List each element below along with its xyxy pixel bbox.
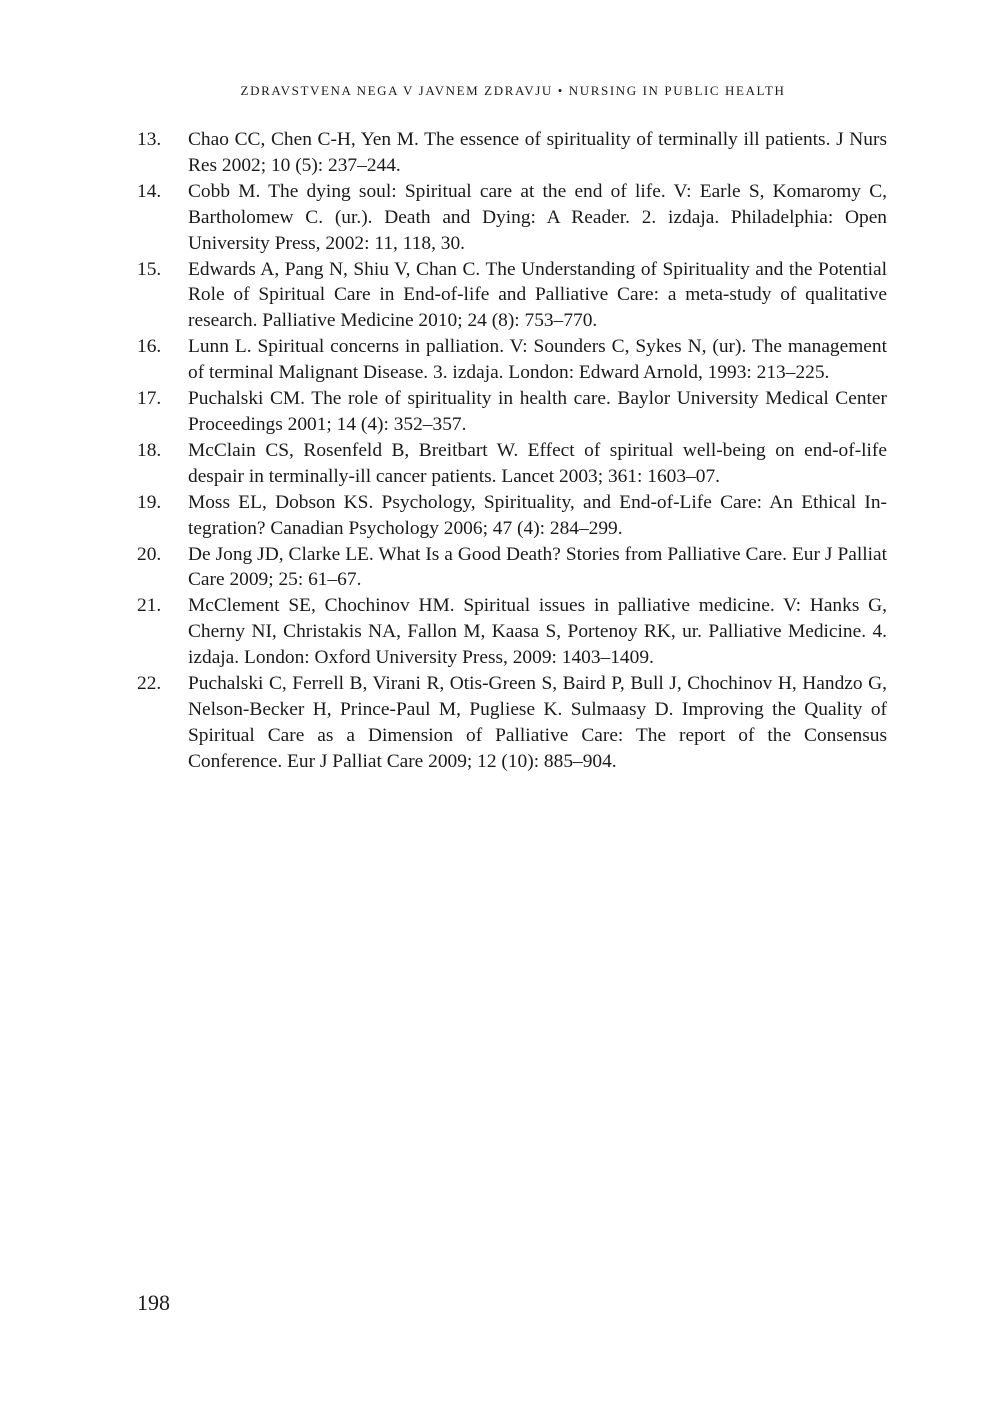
- reference-text: Edwards A, Pang N, Shiu V, Chan C. The Understanding of Spirituality and the Potential Role of Spiritual Care in End-of-life and Palliative Care: a meta-study of qualitative research. Palliative Medicine 2010; 24 (8): 753–770.: [188, 258, 887, 332]
- reference-number: 17.: [137, 388, 162, 410]
- reference-item: [137, 671, 887, 775]
- reference-number: 21.: [137, 595, 162, 617]
- reference-item: [137, 179, 887, 257]
- reference-text: Puchalski CM. The role of spirituality in health care. Baylor University Medical Center Proceedings 2001; 14 (4): 352–357.: [188, 388, 887, 435]
- reference-text: De Jong JD, Clarke LE. What Is a Good Death? Stories from Palliative Care. Eur J Palliat Care 2009; 25: 61–67.: [188, 543, 887, 591]
- reference-item: [137, 334, 887, 386]
- reference-number: 16.: [137, 336, 162, 358]
- reference-text: Cobb M. The dying soul: Spiritual care at the end of life. V: Earle S, Komaromy C, Bartholomew C. (ur.). Death and Dying: A Reader. 2. izdaja. Philadelphia: Open University Press, 2002: 11, 118, 30.: [188, 180, 887, 254]
- reference-number: 19.: [137, 491, 162, 513]
- reference-text: Chao CC, Chen C-H, Yen M. The essence of spirituality of terminally ill patients. J Nurs Res 2002; 10 (5): 237–244.: [188, 129, 887, 176]
- reference-number: 15.: [137, 258, 162, 280]
- reference-item: [137, 386, 887, 438]
- reference-item: [137, 438, 887, 490]
- reference-item: [137, 127, 887, 179]
- reference-text: McClain CS, Rosenfeld B, Breitbart W. Effect of spiritual well-being on end-of-life despair in terminally-ill cancer patients. Lancet 2003; 361: 1603–07.: [188, 439, 887, 487]
- reference-item: [137, 542, 887, 594]
- reference-list: [137, 127, 887, 775]
- reference-number: 13.: [137, 129, 162, 150]
- reference-number: 22.: [137, 673, 162, 695]
- reference-item: [137, 490, 887, 542]
- reference-number: 18.: [137, 439, 162, 461]
- running-header: ZDRAVSTVENA NEGA V JAVNEM ZDRAVJU • NURSING IN PUBLIC HEALTH: [240, 83, 786, 98]
- page-number: 198: [137, 1290, 170, 1315]
- reference-text: Puchalski C, Ferrell B, Virani R, Otis-Green S, Baird P, Bull J, Chochinov H, Handzo G, Nelson-Becker H, Prince-Paul M, Pugliese K. Sulmaasy D. Improving the Quality of Spiritual Care as a Dimension of Palliative Care: The report of the Consensus Conference. Eur J Palliat Care 2009; 12 (10): 885–904.: [188, 673, 887, 772]
- reference-text: Moss EL, Dobson KS. Psychology, Spirituality, and End-of-Life Care: An Ethical Integration? Canadian Psychology 2006; 47 (4): 284–299.: [188, 491, 887, 539]
- reference-item: [137, 257, 887, 335]
- reference-number: 20.: [137, 543, 162, 565]
- reference-text: McClement SE, Chochinov HM. Spiritual issues in palliative medicine. V: Hanks G, Cherny NI, Christakis NA, Fallon M, Kaasa S, Portenoy RK, ur. Palliative Medicine. 4. izdaja. London: Oxford University Press, 2009: 1403–1409.: [188, 595, 887, 669]
- reference-number: 14.: [137, 180, 162, 202]
- reference-text: Lunn L. Spiritual concerns in palliation. V: Sounders C, Sykes N, (ur). The management of terminal Malignant Disease. 3. izdaja. London: Edward Arnold, 1993: 213–225.: [188, 336, 887, 384]
- reference-item: [137, 593, 887, 671]
